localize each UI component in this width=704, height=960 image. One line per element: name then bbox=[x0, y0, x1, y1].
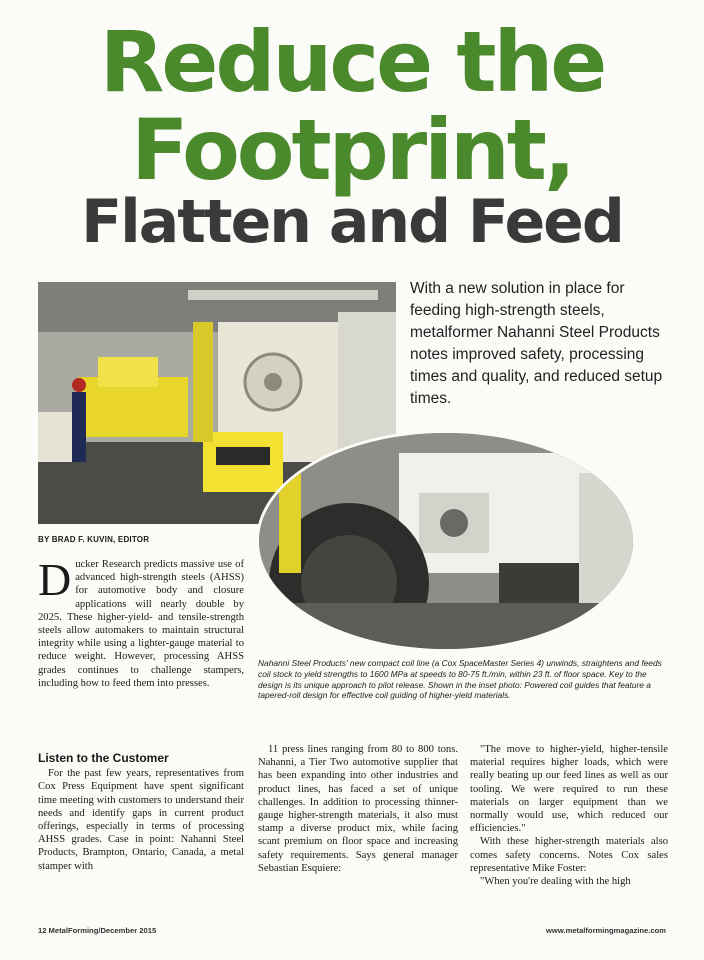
footer-folio: 12 MetalForming/December 2015 bbox=[38, 926, 157, 935]
byline: BY BRAD F. KUVIN, EDITOR bbox=[38, 535, 150, 544]
coil-guide-inset-photo bbox=[256, 430, 636, 652]
body-column-3 bbox=[470, 743, 668, 888]
section-heading: Listen to the Customer bbox=[38, 751, 169, 765]
photo-caption: Nahanni Steel Products' new compact coil line (a Cox SpaceMaster Series 4) unwinds, straightens and feeds coil stock to yield strengths to 1600 MPa at speeds to 80-75 ft./min, within 23 ft. of floor space. Key to the design is its unique approach to pilot release. Shown in the inset photo: Powered coil guides that feature a tapered-roll design for effective coil guiding of higher-yield materials. bbox=[258, 658, 662, 701]
body-column-2-text: 11 press lines ranging from 80 to 800 tons. Nahanni, a Tier Two automotive supplier that has been expanding into other industries and product lines, has faced a set of unique challenges. In addition to processing thinner-gauge higher-strength materials, it also must stamp a diverse product mix, while facing scant premium on floor space and increasing safety requirements. Says general manager Sebastian Esquiere: bbox=[258, 744, 458, 874]
body-paragraph: With these higher-strength materials also comes safety concerns. Notes Cox sales representative Mike Foster: bbox=[470, 836, 668, 874]
headline-line-1: Reduce the bbox=[99, 13, 605, 111]
section-text: For the past few years, representatives from Cox Press Equipment have spent significant time meeting with customers to understand their needs and identify gaps in current product offerings, especially in terms of processing AHSS grades. Case in point: Nahanni Steel Products, Brampton, Ontario, Canada, a metal stamper with bbox=[38, 768, 244, 872]
section-column bbox=[38, 752, 244, 873]
intro-text: ucker Research predicts massive use of advanced high-strength steels (AHSS) for automotive body and closure applications will nearly double by 2025. These higher-yield- and tensile-strength steels allow automakers to maintain structural integrity while using a lighter-gauge material to reduce weight. However, processing AHSS grades continues to challenge stampers, including how to feed them into presses. bbox=[38, 559, 244, 689]
intro-column bbox=[38, 554, 244, 694]
quote-paragraph: "The move to higher-yield, higher-tensile material requires higher loads, which were really beating up our feed lines as well as our tooling. We were required to run these materials on larger equipment than we normally would use, which reduced our efficiencies." bbox=[470, 744, 668, 835]
body-column-2 bbox=[258, 743, 458, 875]
drop-cap: D bbox=[38, 554, 72, 605]
headline-line-3: Flatten and Feed bbox=[81, 187, 623, 257]
headline-line-2: Footprint, bbox=[131, 101, 573, 199]
quote-paragraph-continued: "When you're dealing with the high bbox=[480, 876, 631, 888]
footer-website: www.metalformingmagazine.com bbox=[546, 926, 666, 935]
article-deck: With a new solution in place for feeding high-strength steels, metalformer Nahanni Steel Products notes improved safety, processing times and quality, and reduced setup times. bbox=[410, 280, 663, 407]
